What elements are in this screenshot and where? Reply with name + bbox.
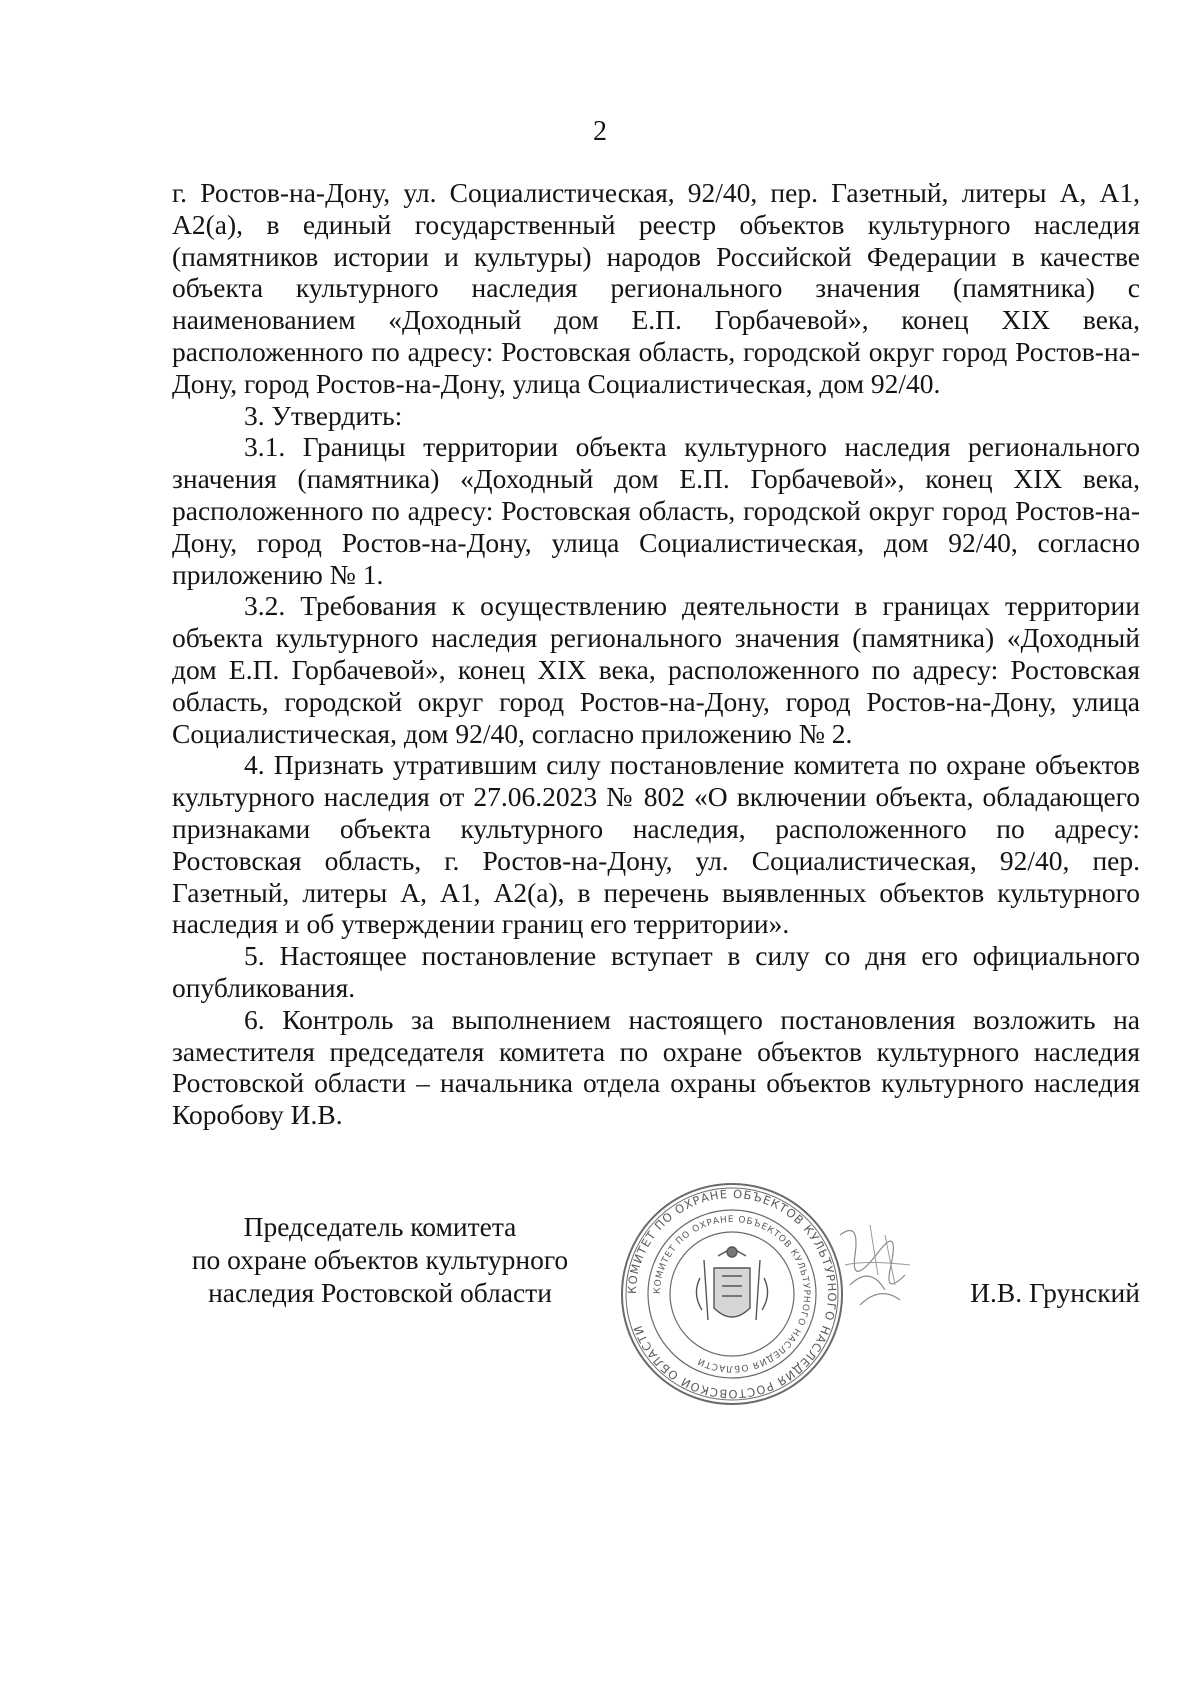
paragraph: 6. Контроль за выполнением настоящего постановления возложить на заместителя председателя комитета по охране объектов культурного наследия Ростовской области – начальника отдела охраны объектов культурного наследия Коробову И.В. [172,1003,1140,1131]
paragraph: 3. Утвердить: [244,399,403,431]
paragraph: 3.2. Требования к осуществлению деятельности в границах территории объекта культурного наследия регионального значения (памятника) «Доходный дом Е.П. Горбачевой», конец XIX века, расположенного по адресу: Ростовская область, городской округ город Ростов-на-Дону, город Ростов-на-Дону, улица Социалистическая, дом 92/40, согласно приложению № 2. [172,590,1140,749]
signatory-name: И.В. Грунский [970,1277,1140,1308]
signatory-title-line: по охране объектов культурного [191,1244,569,1275]
signatory-title-line: Председатель комитета [243,1211,517,1242]
svg-text:КОМИТЕТ ПО ОХРАНЕ ОБЪЕКТОВ КУЛ: КОМИТЕТ ПО ОХРАНЕ ОБЪЕКТОВ КУЛЬТУРНОГО НАСЛЕДИЯ ОБЛАСТИ [652,1214,812,1374]
coat-of-arms-icon [696,1247,767,1320]
paragraph: 5. Настоящее постановление вступает в силу со дня его официального опубликования. [172,940,1140,1003]
official-seal [618,1180,846,1408]
paragraph: 4. Признать утратившим силу постановление комитета по охране объектов культурного наследия от 27.06.2023 № 802 «О включении объекта, обладающего признаками объекта культурного наследия, расположенного по адресу: Ростовская область, г. Ростов-на-Дону, ул. Социалистическая, 92/40, пер. Газетный, литеры А, А1, А2(а), в перечень выявленных объектов культурного наследия и об утверждении границ его территории». [172,749,1140,940]
signature-block [0,1210,1200,1410]
handwritten-signature [830,1215,920,1325]
paragraph: г. Ростов-на-Дону, ул. Социалистическая, 92/40, пер. Газетный, литеры А, А1, А2(а), в единый государственный реестр объектов культурного наследия (памятников истории и культуры) народов Российской Федерации в качестве объекта культурного наследия регионального значения (памятника) с наименованием «Доходный дом Е.П. Горбачевой», конец XIX века, расположенного по адресу: Ростовская область, городской округ город Ростов-на-Дону, город Ростов-на-Дону, улица Социалистическая, дом 92/40. [172,177,1140,399]
page-number: 2 [593,116,607,147]
signatory-title [170,1210,590,1309]
signatory-title-line: наследия Ростовской области [208,1277,552,1308]
paragraph: 3.1. Границы территории объекта культурного наследия регионального значения (памятника) «Доходный дом Е.П. Горбачевой», конец XIX века, расположенного по адресу: Ростовская область, городской округ город Ростов-на-Дону, город Ростов-на-Дону, улица Социалистическая, дом 92/40, согласно приложению № 1. [172,431,1140,590]
svg-text:КОМИТЕТ ПО ОХРАНЕ ОБЪЕКТОВ КУЛ: КОМИТЕТ ПО ОХРАНЕ ОБЪЕКТОВ КУЛЬТУРНОГО НАСЛЕДИЯ РОСТОВСКОЙ ОБЛАСТИ [624,1186,840,1402]
document-body [172,177,1140,1131]
